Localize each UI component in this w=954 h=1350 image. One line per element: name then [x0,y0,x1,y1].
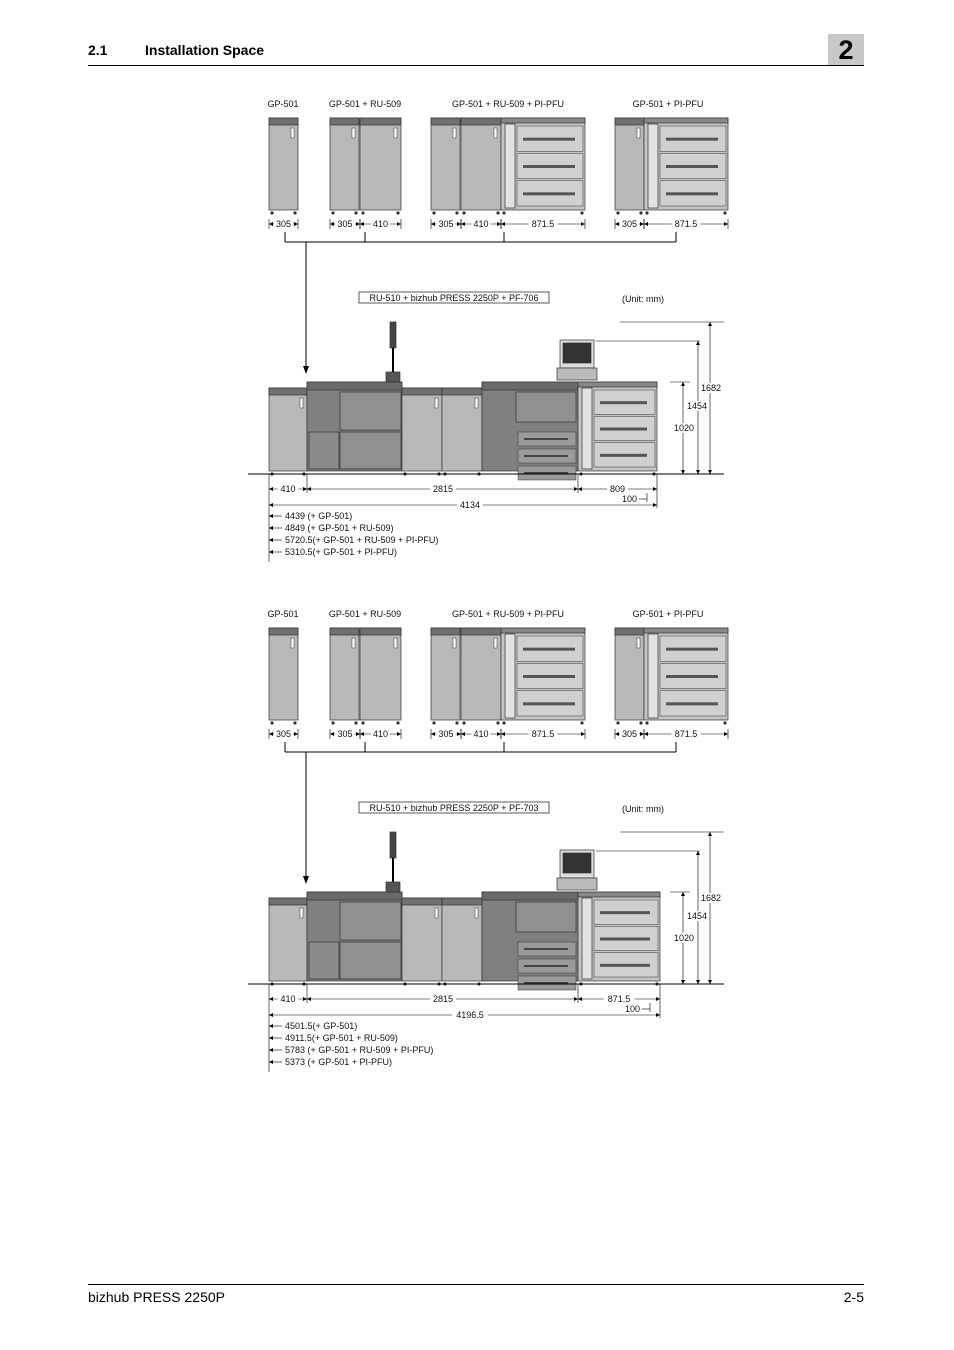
arrowhead [461,222,465,226]
engine-panel [340,942,401,979]
option-label: GP-501 + RU-509 + PI-PFU [451,609,565,619]
cabinet-top [360,118,401,125]
arrowhead [615,222,619,226]
arrowhead [360,222,364,226]
caster [580,211,583,214]
height-dim: 1020 [673,423,695,433]
caster [432,721,435,724]
option-dim: 871.5 [674,219,698,229]
option-dim: 871.5 [531,729,555,739]
arrowhead [640,732,644,736]
cabinet-top [402,388,442,395]
arrowhead [696,470,700,474]
cabinet-handle [453,638,456,648]
width-dim: 871.5 [607,994,631,1004]
caster [723,721,726,724]
arrowhead [294,222,298,226]
caster [432,211,435,214]
cabinet-top [269,628,298,635]
drawer-handle [523,165,575,168]
arrowhead [708,322,712,326]
cabinet-handle [475,908,478,918]
caster [396,721,399,724]
height-dim: 1020 [673,933,695,943]
pfu-side [505,634,515,718]
cabinet-top [330,628,359,635]
drawer-handle [600,428,647,431]
option-dim: 410 [372,219,389,229]
arrowhead [578,997,582,1001]
caster [462,721,465,724]
arrowhead [681,382,685,386]
caster [455,721,458,724]
cabinet-top [269,898,307,905]
caster [331,211,334,214]
cabinet-handle [637,128,640,138]
arrowhead [431,222,435,226]
arrowhead [615,732,619,736]
width-dim: 4196.5 [456,1010,484,1020]
arrowhead [574,997,578,1001]
signal-tower [390,832,396,858]
arrowhead [574,487,578,491]
cabinet-handle [394,638,397,648]
arrowhead [681,892,685,896]
arrowhead [269,732,273,736]
control-panel-screen [563,343,591,363]
arrowhead [501,222,505,226]
option-dim: 305 [275,729,292,739]
tray-handle [524,455,568,457]
drawer-handle [600,911,650,914]
arrowhead [303,997,307,1001]
cabinet-handle [291,638,294,648]
arrowhead [294,732,298,736]
pfu-side [582,388,592,469]
engine-top [307,382,402,390]
cabinet-top [269,118,298,125]
arrowhead [708,470,712,474]
caster [616,211,619,214]
option-dim: 305 [275,219,292,229]
caster [361,721,364,724]
arrowhead [581,222,585,226]
cabinet-handle [435,398,438,408]
total-length: 5720.5(+ GP-501 + RU-509 + PI-PFU) [285,535,439,545]
pfu-side [505,124,515,208]
drawer-handle [666,702,718,705]
caster [462,211,465,214]
pfu-top [501,118,585,123]
pfu-side [582,898,592,979]
caster [293,721,296,724]
height-dim: 1682 [700,893,722,903]
arrowhead [269,1024,273,1028]
engine-door [309,432,339,469]
arrowhead [356,222,360,226]
option-dim: 305 [621,729,638,739]
control-panel-keys [557,878,597,890]
cabinet-top [269,388,307,395]
figure-1 [248,99,728,562]
arrowhead [656,1013,660,1017]
option-label: GP-501 + RU-509 [328,609,402,619]
drawer-handle [523,192,575,195]
pfu-top [578,892,660,897]
cabinet-handle [291,128,294,138]
arrowhead [696,341,700,345]
arrowhead [360,732,364,736]
engine-panel [340,432,401,469]
arrowhead [681,980,685,984]
drawer-handle [666,648,718,651]
drawer-handle [600,401,647,404]
section-number: 2.1 [88,42,108,58]
engine-door [309,942,339,979]
drawer-handle [666,138,718,141]
arrowhead [330,732,334,736]
width-dim: 809 [609,484,626,494]
cabinet-top [615,118,644,125]
chapter-number: 2 [838,35,854,65]
option-dim: 871.5 [674,729,698,739]
caster [645,721,648,724]
tray-handle [524,965,568,967]
caster [580,721,583,724]
arrowhead [656,997,660,1001]
pfu-top [578,382,657,387]
tray-handle [524,438,568,440]
engine-panel [516,902,576,932]
pfu-side [648,634,658,718]
width-dim: 410 [280,994,296,1004]
width-dim: 100 [624,1004,640,1014]
caster [645,211,648,214]
arrowhead [497,732,501,736]
option-dim: 305 [438,219,454,229]
caster [361,211,364,214]
arrowhead [708,980,712,984]
caster [502,721,505,724]
arrowhead [269,503,273,507]
option-dim: 871.5 [531,219,555,229]
width-dim: 2815 [432,484,454,494]
control-panel-screen [563,853,591,873]
footer-page-number: 2-5 [843,1289,864,1305]
drawer-handle [523,648,575,651]
arrowhead [330,222,334,226]
option-dim: 410 [473,729,489,739]
arrowhead [356,732,360,736]
total-length: 5783 (+ GP-501 + RU-509 + PI-PFU) [285,1045,434,1055]
arrowhead [653,503,657,507]
cabinet-handle [352,638,355,648]
height-dim: 1454 [686,911,708,921]
drawer-handle [523,702,575,705]
engine-top [307,892,402,900]
tower-base [386,372,400,382]
caster [502,211,505,214]
caster [270,211,273,214]
arrowhead [269,997,273,1001]
signal-tower [390,322,396,348]
arrowhead [431,732,435,736]
option-dim: 305 [438,729,454,739]
cabinet-top [360,628,401,635]
arrowhead [307,997,311,1001]
engine-panel [340,902,401,940]
cabinet-handle [394,128,397,138]
figure-2 [248,609,728,1072]
caster [723,211,726,214]
arrowhead [644,732,648,736]
caster [496,721,499,724]
cabinet-top [615,628,644,635]
config-label: RU-510 + bizhub PRESS 2250P + PF-703 [369,803,539,813]
drawer-handle [666,165,718,168]
arrowhead [461,732,465,736]
footer-product: bizhub PRESS 2250P [88,1289,225,1305]
total-length: 4911.5(+ GP-501 + RU-509) [285,1033,398,1043]
control-panel-keys [557,368,597,380]
cabinet-top [461,628,501,635]
drawer-handle [666,192,718,195]
cabinet-handle [494,638,497,648]
engine-panel [340,392,401,430]
arrowhead [303,876,309,884]
cabinet-top [431,118,460,125]
arrowhead [269,538,273,542]
caster [639,211,642,214]
caster [639,721,642,724]
option-dim: 305 [337,729,353,739]
height-dim: 1454 [686,401,708,411]
option-dim: 410 [473,219,489,229]
pfu-top [644,118,728,123]
config-label: RU-510 + bizhub PRESS 2250P + PF-706 [369,293,539,303]
option-dim: 305 [337,219,353,229]
pfu-top [501,628,585,633]
drawer-handle [523,675,575,678]
cabinet-top [442,898,482,905]
cabinet-handle [475,398,478,408]
cabinet-handle [435,908,438,918]
cabinet-handle [453,128,456,138]
arrowhead [640,222,644,226]
arrowhead [397,732,401,736]
cabinet-top [431,628,460,635]
option-dim: 305 [621,219,638,229]
arrowhead [397,222,401,226]
drawer-handle [666,675,718,678]
width-dim: 100 [621,494,637,504]
cabinet-top [442,388,482,395]
arrowhead [269,487,273,491]
option-label: GP-501 + PI-PFU [632,609,704,619]
arrowhead [724,222,728,226]
drawer-handle [523,138,575,141]
arrowhead [708,832,712,836]
engine-top [482,382,578,390]
pfu-top [644,628,728,633]
caster [293,211,296,214]
cabinet-handle [494,128,497,138]
tower-base [386,882,400,892]
unit-label: (Unit: mm) [622,294,664,304]
caster [331,721,334,724]
drawer-handle [600,964,650,967]
cabinet-top [402,898,442,905]
arrowhead [307,487,311,491]
total-length: 5373 (+ GP-501 + PI-PFU) [285,1057,393,1067]
arrowhead [644,222,648,226]
arrowhead [269,550,273,554]
arrowhead [696,980,700,984]
drawer-handle [600,454,647,457]
arrowhead [681,470,685,474]
arrowhead [501,732,505,736]
arrowhead [696,851,700,855]
arrowhead [269,1060,273,1064]
cabinet-handle [300,398,303,408]
caster [270,721,273,724]
arrowhead [269,1048,273,1052]
caster [455,211,458,214]
unit-label: (Unit: mm) [622,804,664,814]
caster [396,211,399,214]
option-label: GP-501 [267,99,299,109]
arrowhead [457,222,461,226]
arrowhead [457,732,461,736]
width-dim: 2815 [432,994,454,1004]
caster [354,211,357,214]
arrowhead [653,487,657,491]
option-label: GP-501 + RU-509 + PI-PFU [451,99,565,109]
footer-rule [88,1284,864,1285]
caster [354,721,357,724]
arrowhead [724,732,728,736]
total-length: 4501.5(+ GP-501) [285,1021,358,1031]
cabinet-top [330,118,359,125]
option-label: GP-501 + RU-509 [328,99,402,109]
engine-top [482,892,578,900]
total-length: 5310.5(+ GP-501 + PI-PFU) [285,547,398,557]
cabinet-handle [352,128,355,138]
arrowhead [269,1036,273,1040]
height-dim: 1682 [700,383,722,393]
arrowhead [269,514,273,518]
caster [496,211,499,214]
caster [616,721,619,724]
arrowhead [581,732,585,736]
drawer-handle [600,938,650,941]
tray-handle [524,948,568,950]
arrowhead [269,222,273,226]
width-dim: 4134 [459,500,481,510]
total-length: 4849 (+ GP-501 + RU-509) [285,523,394,533]
pfu-side [648,124,658,208]
arrowhead [269,526,273,530]
engine-panel [516,392,576,422]
cabinet-top [461,118,501,125]
width-dim: 410 [280,484,296,494]
option-label: GP-501 + PI-PFU [632,99,704,109]
total-length: 4439 (+ GP-501) [285,511,353,521]
arrowhead [497,222,501,226]
section-title: Installation Space [145,42,265,58]
option-dim: 410 [372,729,389,739]
cabinet-handle [300,908,303,918]
arrowhead [303,487,307,491]
cabinet-handle [637,638,640,648]
arrowhead [578,487,582,491]
arrowhead [303,366,309,374]
arrowhead [269,1013,273,1017]
option-label: GP-501 [267,609,299,619]
